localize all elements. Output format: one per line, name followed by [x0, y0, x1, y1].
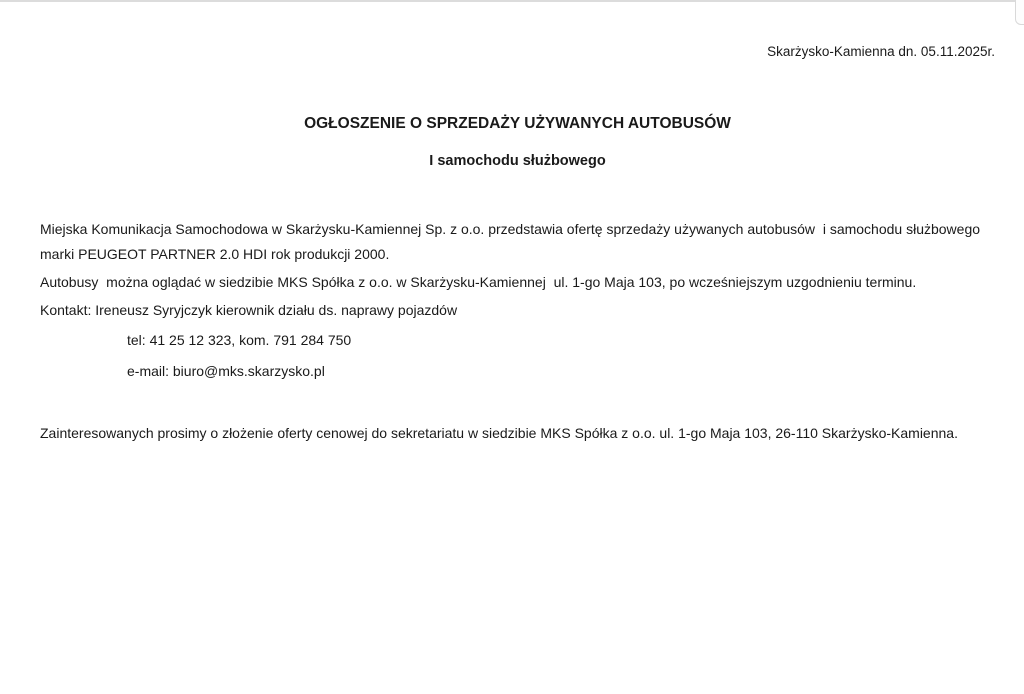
contact-email-line: e-mail: biuro@mks.skarzysko.pl — [127, 363, 325, 379]
paragraph-closing: Zainteresowanych prosimy o złożenie oferty cenowej do sekretariatu w siedzibie MKS Spółka z o.o. ul. 1-go Maja 103, 26-110 Skarżysko-Kamienna. — [40, 425, 958, 441]
paragraph-viewing: Autobusy można oglądać w siedzibie MKS Spółka z o.o. w Skarżysku-Kamiennej ul. 1-go Maja 103, po wcześniejszym uzgodnieniu terminu. — [40, 274, 917, 290]
contact-phone-line: tel: 41 25 12 323, kom. 791 284 750 — [127, 332, 352, 348]
document-subtitle: I samochodu służbowego — [429, 153, 606, 169]
document-body — [40, 217, 995, 446]
date-line: Skarżysko-Kamienna dn. 05.11.2025r. — [767, 44, 995, 59]
paragraph-intro: Miejska Komunikacja Samochodowa w Skarżysku-Kamiennej Sp. z o.o. przedstawia ofertę sprzedaży używanych autobusów i samochodu służbowego marki PEUGEOT PARTNER 2.0 HDI rok produkcji 2000. — [40, 221, 984, 262]
paragraph-contact: Kontakt: Ireneusz Syryjczyk kierownik działu ds. naprawy pojazdów — [40, 302, 458, 318]
document-page — [0, 2, 1024, 694]
document-title: OGŁOSZENIE O SPRZEDAŻY UŻYWANYCH AUTOBUSÓW — [304, 115, 731, 132]
